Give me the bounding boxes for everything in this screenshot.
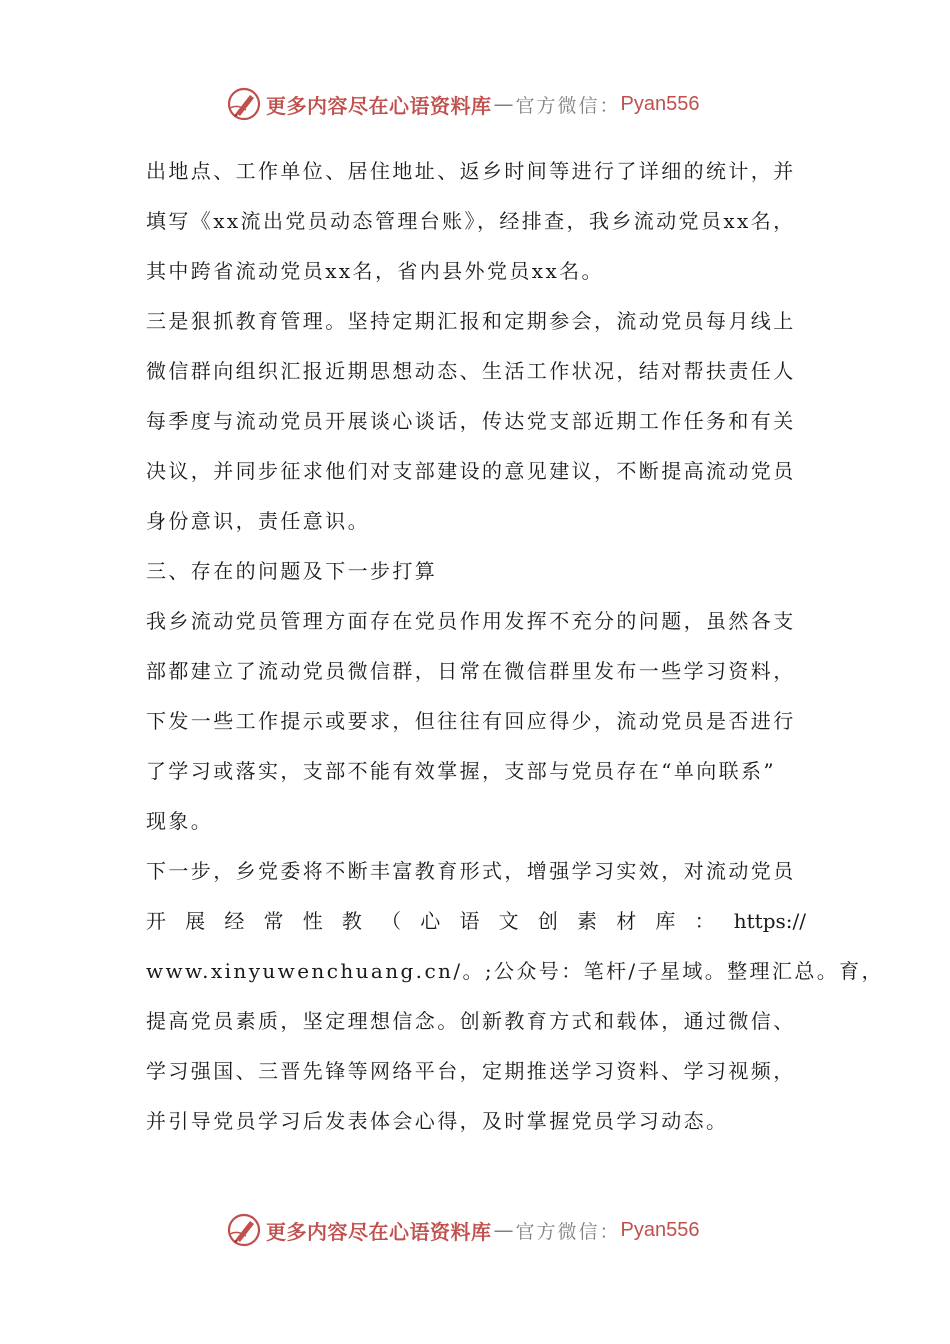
header-wechat-label: 官方微信： [515,94,621,117]
body-line: 填写《xx流出党员动态管理台账》，经排查，我乡流动党员xx名， [146,209,796,233]
body-line: 下发一些工作提示或要求，但往往有回应得少，流动党员是否进行 [146,709,796,733]
header-wechat-id: Pyan556 [620,92,700,115]
body-line: 现象。 [146,809,214,833]
body-line: www.xinyuwenchuang.cn/。;公众号：笔杆/子星域。整理汇总。育， [146,959,884,983]
section-heading: 三、存在的问题及下一步打算 [146,559,438,583]
body-line: 并引导党员学习后发表体会心得，及时掌握党员学习动态。 [146,1109,729,1133]
body-line: 身份意识，责任意识。 [146,509,370,533]
header-brand-text: 更多内容尽在心语资料库 [266,93,492,118]
body-line: 每季度与流动党员开展谈心谈话，传达党支部近期工作任务和有关 [146,409,796,433]
footer-wechat-id: Pyan556 [620,1218,700,1241]
footer-wechat-label: 官方微信： [515,1220,621,1243]
body-line: 出地点、工作单位、居住地址、返乡时间等进行了详细的统计，并 [146,159,796,183]
pen-logo-icon [226,86,262,122]
body-line: 决议，并同步征求他们对支部建设的意见建议，不断提高流动党员 [146,459,796,483]
pen-logo-icon [226,1212,262,1248]
document-body [146,146,884,1146]
body-line: 部都建立了流动党员微信群，日常在微信群里发布一些学习资料， [146,659,796,683]
body-line: 了学习或落实，支部不能有效掌握，支部与党员存在“单向联系” [146,759,777,783]
body-line: 下一步，乡党委将不断丰富教育形式，增强学习实效，对流动党员 [146,859,796,883]
header-banner [226,84,699,124]
body-line: 三是狠抓教育管理。坚持定期汇报和定期参会，流动党员每月线上 [146,309,796,333]
body-line-justified: 开 展 经 常 性 教 （ 心 语 文 创 素 材 库 ： https:// [146,909,806,933]
body-line: 我乡流动党员管理方面存在党员作用发挥不充分的问题，虽然各支 [146,609,796,633]
footer-brand-text: 更多内容尽在心语资料库 [266,1219,492,1244]
footer-dash: — [493,1218,514,1242]
footer-banner [226,1210,699,1250]
body-line: 微信群向组织汇报近期思想动态、生活工作状况，结对帮扶责任人 [146,359,796,383]
header-dash: — [493,92,514,116]
body-line: 学习强国、三晋先锋等网络平台，定期推送学习资料、学习视频， [146,1059,796,1083]
body-line: 提高党员素质，坚定理想信念。创新教育方式和载体，通过微信、 [146,1009,796,1033]
body-line: 其中跨省流动党员xx名，省内县外党员xx名。 [146,259,604,283]
